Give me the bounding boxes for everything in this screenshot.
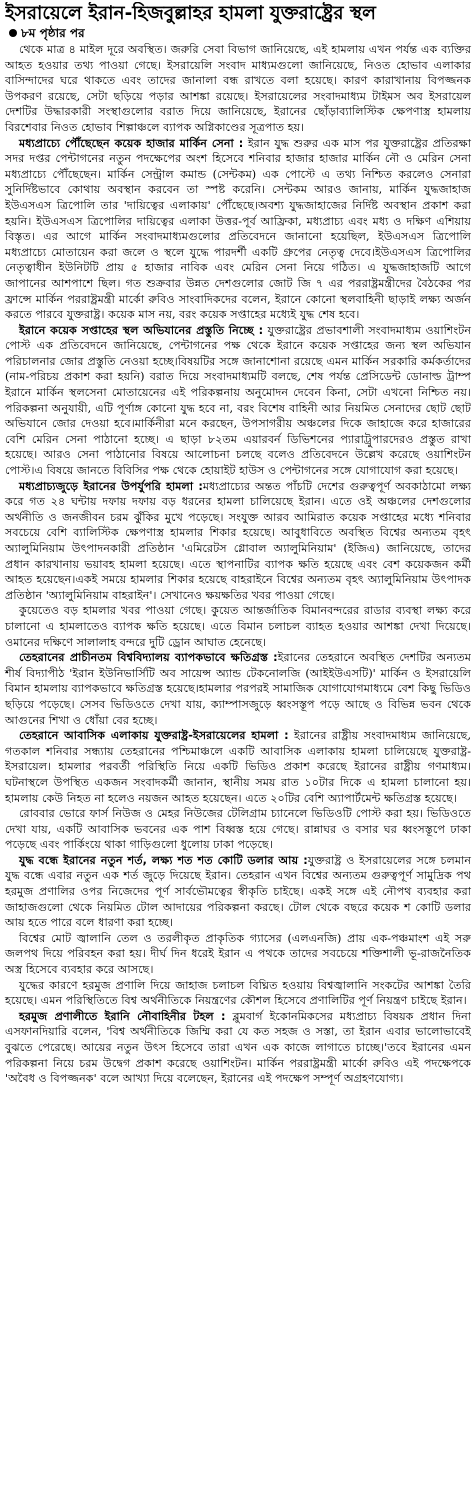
paragraph-text: মধ্যপ্রাচ্যের অন্তত পাঁচটি দেশের গুরুত্বপূর্ণ অবকাঠামো লক্ষ্য করে গত ২৪ ঘন্টায় দফায় দফায় বড় ধরনের হামলা চালিয়েছে ইরান। এতে ওই অঞ্চলের দেশগুলোর অর্থনীতি ও জনজীবন চরম ঝুঁকির মুখে পড়েছে। সংযুক্ত আরব আমিরাত কয়েক সপ্তাহের মধ্যে শনিবার সবচেয়ে বেশি ব্যালিস্টিক ক্ষেপণাস্ত্র হামলার শিকার হয়েছে। আবুধাবিতে অবস্থিত বিশ্বের অন্যতম বৃহৎ অ্যালুমিনিয়াম উৎপাদনকারী প্রতিষ্ঠান 'এমিরেটস গ্লোবাল অ্যালুমিনিয়াম' (ইজিএ) জানিয়েছে, তাদের প্রধান কারখানায় ভয়াবহ হামলা হয়েছে। এতে স্থাপনাটির ব্যাপক ক্ষতি হয়েছে এবং বেশ কয়েকজন কর্মী আহত হয়েছেন।একই সময়ে হামলার শিকার হয়েছে বাহরাইনে বিশ্বের অন্যতম বৃহৎ অ্যালুমিনিয়াম উৎপাদক প্রতিষ্ঠান 'অ্যালুমিনিয়াম বাহরাইন'। সেখানেও ক্ষয়ক্ষতির খবর পাওয়া গেছে। xyxy=(5,479,471,602)
paragraph-text: ইরানের তেহরানে অবস্থিত দেশটির অন্যতম শীর্ষ বিদ্যাপীঠ 'ইরান ইউনিভার্সিটি অব সায়েন্স অ্যান্ড টেকনোলজি (আইইউএসটি)' মার্কিন ও ইসরায়েলি বিমান হামলায় ব্যাপকভাবে ক্ষতিগ্রস্ত হয়েছে।হামলার পরপরই সামাজিক যোগাযোগমাধ্যমে বেশ কিছু ভিডিও ছড়িয়ে পড়েছে। সেসব ভিডিওতে দেখা যায়, ক্যাম্পাসজুড়ে ধ্বংসস্তূপ পড়ে আছে ও বিভিন্ন ভবন থেকে আগুনের শিখা ও ধোঁয়া বের হচ্ছে। xyxy=(5,651,471,727)
paragraph-subheading: তেহরানের প্রাচীনতম বিশ্ববিদ্যালয় ব্যাপকভাবে ক্ষতিগ্রস্ত : xyxy=(19,651,278,665)
paragraph-text: ইরান যুদ্ধ শুরুর এক মাস পর যুক্তরাষ্ট্রের প্রতিরক্ষা সদর দপ্তর পেন্টাগনের নতুন পদক্ষেপের অংশ হিসেবে শনিবার হাজার হাজার মার্কিন নৌ ও মেরিন সেনা মধ্যপ্রাচ্যে পৌঁছেছেন। মার্কিন সেন্ট্রাল কমান্ড (সেন্টকম) এক পোস্টে এ তথ্য নিশ্চিত করলেও সেনারা সুনির্দিষ্টভাবে কোথায় অবস্থান করবেন তা স্পষ্ট করেনি। সেন্টকম আরও জানায়, মার্কিন যুদ্ধজাহাজ ইউএসএস ত্রিপোলি তার 'দায়িত্বের এলাকায়' পৌঁছেছে।অবশ্য যুদ্ধজাহাজের নির্দিষ্ট অবস্থান প্রকাশ করা হয়নি। ইউএসএস ত্রিপোলির দায়িত্বের এলাকা উত্তর-পূর্ব আফ্রিকা, মধ্যপ্রাচ্য এবং মধ্য ও দক্ষিণ এশিয়ায় বিস্তৃত। এর আগে মার্কিন সংবাদমাধ্যমগুলোর প্রতিবেদনে জানানো হয়েছিল, ইউএসএস ত্রিপোলি মধ্যপ্রাচ্যে মোতায়েন করা জলে ও স্থলে যুদ্ধে পারদর্শী একটি গ্রুপের নেতৃত্ব দেবে।ইউএসএস ত্রিপোলির নেতৃত্বাধীন ইউনিটটি প্রায় ৫ হাজার নাবিক এবং মেরিন সেনা নিয়ে গঠিত। এ যুদ্ধজাহাজটি আগে জাপানের আশপাশে ছিল। গত শুক্রবার উন্নত দেশগুলোর জোট জি ৭ এর পররাষ্ট্রমন্ত্রীদের বৈঠকের পর ফ্রান্সে মার্কিন পররাষ্ট্রমন্ত্রী মার্কো রুবিও সাংবাদিকদের বলেন, ইরানে কোনো স্থলবাহিনী ছাড়াই লক্ষ্য অর্জন করতে পারবে যুক্তরাষ্ট্র। কয়েক মাস নয়, বরং কয়েক সপ্তাহের মধ্যেই যুদ্ধ শেষ হবে। xyxy=(5,136,471,322)
continued-from-text: ৮ম পৃষ্ঠার পর xyxy=(21,26,85,40)
article-body xyxy=(5,42,471,1087)
paragraph-text: যুক্তরাষ্ট্রের প্রভাবশালী সংবাদমাধ্যম ওয়াশিংটন পোস্ট এক প্রতিবেদনে জানিয়েছে, পেন্টাগনের পক্ষ থেকে ইরানে কয়েক সপ্তাহের জন্য স্থল অভিযান পরিচালনার জোর প্রস্তুতি নেওয়া হচ্ছে।বিষয়টির সঙ্গে জানাশোনা রয়েছে এমন মার্কিন সরকারি কর্মকর্তাদের (নাম-পরিচয় প্রকাশ করা হয়নি) বরাত দিয়ে সংবাদমাধ্যমটি বলছে, শেষ পর্যন্ত প্রেসিডেন্ট ডোনাল্ড ট্রাম্প ইরানে মার্কিন স্থলসেনা মোতায়েনের এই পরিকল্পনায় অনুমোদন দেবেন কিনা, সেটা এখনো নিশ্চিত নয়। পরিকল্পনা অনুযায়ী, এটি পূর্ণাঙ্গ কোনো যুদ্ধ হবে না, বরং বিশেষ বাহিনী আর নিয়মিত সেনাদের ছোট ছোট অভিযানে জোর দেওয়া হবে।মার্কিনীরা মনে করছেন, উপসাগরীয় অঞ্চলের দিকে জাহাজে করে হাজারের বেশি মেরিন সেনা পাঠানো হচ্ছে। এ ছাড়া ৮২তম এয়ারবর্ন ডিভিশনের প্যারাট্রুপারদেরও প্রস্তুত রাখা হয়েছে। আরও সেনা পাঠানোর বিষয়ে আলোচনা চলছে বলেও প্রতিবেদনে উল্লেখ করেছে ওয়াশিংটন পোস্ট।এ বিষয়ে জানতে বিবিসির পক্ষ থেকে হোয়াইট হাউস ও পেন্টাগনের সঙ্গে যোগাযোগ করা হয়েছে। xyxy=(5,323,471,478)
article-paragraph xyxy=(5,853,471,931)
article-paragraph xyxy=(5,323,471,479)
article-paragraph xyxy=(5,479,471,604)
article-paragraph xyxy=(5,1009,471,1087)
article-paragraph xyxy=(5,978,471,1009)
paragraph-subheading: ইরানে কয়েক সপ্তাহের স্থল অভিযানের প্রস্তুতি নিচ্ছে : xyxy=(19,323,264,337)
article-paragraph xyxy=(5,728,471,806)
article-paragraph xyxy=(5,806,471,853)
paragraph-text: যুদ্ধের কারণে হরমুজ প্রণালি দিয়ে জাহাজ চলাচল বিঘ্নিত হওয়ায় বিশ্বজ্বালানি সংকটের আশঙ্কা তৈরি হয়েছে। এমন পরিস্থিতিতে বিশ্ব অর্থনীতিকে নিয়ন্ত্রণের কৌশল হিসেবে প্রণালিটির পূর্ণ নিয়ন্ত্রণ চাইছে ইরান। xyxy=(5,978,471,1008)
article-paragraph xyxy=(5,42,471,136)
bullet-icon xyxy=(9,29,17,37)
paragraph-text: ব্লুমবার্গ ইকোনমিকসের মধ্যপ্রাচ্য বিষয়ক প্রধান দিনা এসফানদিয়ারি বলেন, 'বিশ্ব অর্থনীতিকে জিম্মি করা যে কত সহজ ও সস্তা, তা ইরান এবার ভালোভাবেই বুঝতে পেরেছে। আয়ের নতুন উৎস হিসেবে তারা এখন এক কাজে লাগাতে চাচ্ছে।'তবে ইরানের এমন পরিকল্পনা নিয়ে চরম উদ্বেগ প্রকাশ করেছে ওয়াশিংটন। মার্কিন পররাষ্ট্রমন্ত্রী মার্কো রুবিও এই পদক্ষেপকে 'অবৈধ ও বিপজ্জনক' বলে আখ্যা দিয়ে বলেছেন, ইরানের এই পদক্ষেপ সম্পূর্ণ অগ্রহণযোগ্য। xyxy=(5,1009,471,1086)
paragraph-subheading: তেহরানে আবাসিক এলাকায় যুক্তরাষ্ট্র-ইসরায়েলের হামলা : xyxy=(19,729,289,743)
article-paragraph xyxy=(5,931,471,978)
article-paragraph xyxy=(5,603,471,650)
paragraph-text: যুক্তরাষ্ট্র ও ইসরায়েলের সঙ্গে চলমান যুদ্ধ বন্ধে এবার নতুন এক শর্ত জুড়ে দিয়েছে ইরান। তেহরান এখন বিশ্বের অন্যতম গুরুত্বপূর্ণ সামুদ্রিক পথ হরমুজ প্রণালির ওপর নিজেদের পূর্ণ সার্বভৌমত্বের স্বীকৃতি চাইছে। একই সঙ্গে এই নৌপথ ব্যবহার করা জাহাজগুলো থেকে নিয়মিত টোল আদায়ের পরিকল্পনা করছে। টোল থেকে বছরে কয়েক শ কোটি ডলার আয় হতে পারে বলে ধারণা করা হচ্ছে। xyxy=(5,853,472,930)
article-headline: ইসরায়েলে ইরান-হিজবুল্লাহর হামলা যুক্তরাষ্ট্রের স্থল xyxy=(5,3,376,24)
paragraph-text: রোববার ভোরে ফার্স নিউজ ও মেহর নিউজের টেলিগ্রাম চ্যানেলে ভিডিওটি পোস্ট করা হয়। ভিডিওতে দেখা যায়, একটি আবাসিক ভবনের এক পাশ বিধ্বস্ত হয়ে গেছে। রান্নাঘর ও বসার ঘর ধ্বংসস্তূপে ঢাকা পড়েছে এবং পার্কিংয়ে থাকা গাড়িগুলো ধুলোয় ঢাকা পড়েছে। xyxy=(5,807,471,852)
paragraph-subheading: হরমুজ প্রণালীতে ইরানি নৌবাহিনীর টহল : xyxy=(19,1009,226,1023)
paragraph-text: কুয়েতেও বড় হামলার খবর পাওয়া গেছে। কুয়েত আন্তর্জাতিক বিমানবন্দরের রাডার ব্যবস্থা লক্ষ্য করে চালানো এ হামলাতেও ব্যাপক ক্ষতি হয়েছে। এতে বিমান চলাচল ব্যাহত হওয়ার আশঙ্কা দেখা দিয়েছে।ওমানের দক্ষিণে সালালাহ বন্দরে দুটি ড্রোন আঘাত হেনেছে। xyxy=(5,604,471,649)
paragraph-subheading: মধ্যপ্রাচ্যে পৌঁছেছেন কয়েক হাজার মার্কিন সেনা : xyxy=(19,136,244,150)
paragraph-text: বিশ্বের মোট জ্বালানি তেল ও তরলীকৃত প্রাকৃতিক গ্যাসের (এলএনজি) প্রায় এক-পঞ্চমাংশ এই সরু জলপথ দিয়ে পরিবহন করা হয়। দীর্ঘ দিন ধরেই ইরান এ পথকে তাদের সবচেয়ে শক্তিশালী ভূ-রাজনৈতিক অস্ত্র হিসেবে ব্যবহার করে আসছে। xyxy=(5,931,471,977)
paragraph-subheading: যুদ্ধ বন্ধে ইরানের নতুন শর্ত, লক্ষ্য শত শত কোটি ডলার আয় : xyxy=(19,853,308,867)
paragraph-text: থেকে মাত্র ৪ মাইল দূরে অবস্থিত। জরুরি সেবা বিভাগ জানিয়েছে, এই হামলায় এখন পর্যন্ত এক ব্যক্তির আহত হওয়ার তথ্য পাওয়া গেছে। ইসরায়েলি সংবাদ মাধ্যমগুলো জানিয়েছে, নিওত হোভাব এলাকার বাসিন্দাদের ঘরে থাকতে এবং তাদের জানালা বন্ধ রাখতে বলা হয়েছে। কারণ কারাখানায় বিপজ্জনক উপকরণ রয়েছে, সেটা ছড়িয়ে পড়ার আশঙ্কা রয়েছে। ইসরায়েলের সংবাদমাধ্যম টাইমস অব ইসরায়েল দেশটির উদ্ধারকারী সংস্থাগুলোর বরাত দিয়ে জানিয়েছে, ইরানের ছোঁড়াব্যালিস্টিক ক্ষেপণাস্ত্র হামলায় বিরশেবার নিওত হোভাব শিল্পাঞ্চলে ব্যাপক অগ্নিকাণ্ডের সূত্রপাত হয়। xyxy=(5,43,471,134)
article-paragraph xyxy=(5,136,471,323)
continued-from-marker xyxy=(9,26,471,41)
paragraph-text: ইরানের রাষ্ট্রীয় সংবাদমাধ্যম জানিয়েছে, গতকাল শনিবার সন্ধ্যায় তেহরানের পশ্চিমাঞ্চলে একটি আবাসিক এলাকায় হামলা চালিয়েছে যুক্তরাষ্ট্র-ইসরায়েল। হামলার পরবর্তী পরিস্থিতি নিয়ে একটি ভিডিও প্রকাশ করেছে ইরানের রাষ্ট্রীয় গণমাধ্যম।ঘটনাস্থলে উপস্থিত একজন সংবাদকর্মী জানান, স্থানীয় সময় রাত ১০টার দিকে এ হামলা চালানো হয়। হামলায় কেউ নিহত না হলেও নয়জন আহত হয়েছেন। এতে ২০টির বেশি অ্যাপার্টমেন্ট ক্ষতিগ্রস্ত হয়েছে। xyxy=(5,729,471,805)
paragraph-subheading: মধ্যপ্রাচ্যজুড়ে ইরানের উপর্যুপরি হামলা : xyxy=(19,479,203,493)
article-paragraph xyxy=(5,650,471,728)
